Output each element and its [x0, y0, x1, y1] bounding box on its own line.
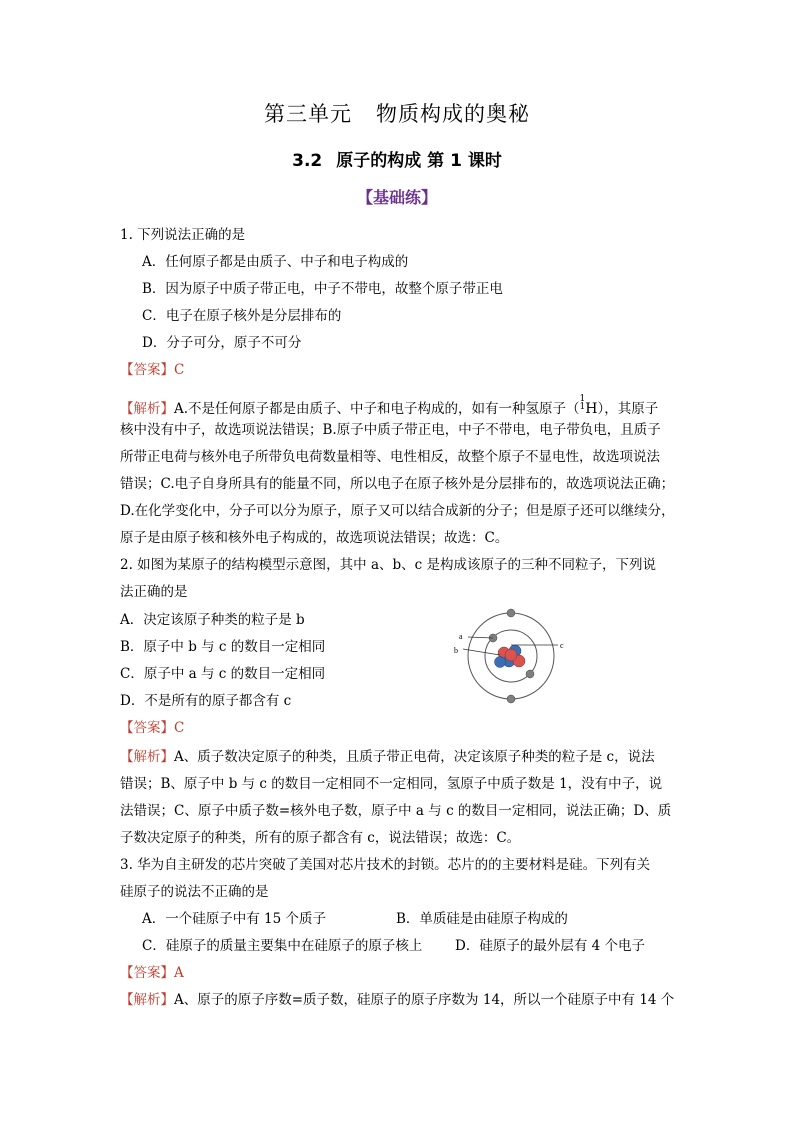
answer-value: C — [174, 720, 185, 736]
q2-explanation-line: 错误；B、原子中 b 与 c 的数目一定相同不一定相同，氢原子中质子数是 1，没有中子，说 — [120, 776, 663, 792]
q1-option-d: D．分子可分，原子不可分 — [142, 335, 302, 351]
answer-tag: 【答案】 — [120, 720, 174, 736]
explanation-text: ），其原子 — [597, 401, 659, 417]
q1-explanation-line — [120, 395, 658, 418]
q3-option-a: A．一个硅原子中有 15 个质子 — [142, 911, 327, 927]
electron — [507, 695, 515, 703]
q2-explanation-line: 子数决定原子的种类，所有的原子都含有 c，说法错误；故选：C。 — [120, 830, 521, 846]
explanation-text: A、原子的原子序数=质子数，硅原子的原子序数为 14，所以一个硅原子中有 14 个 — [174, 992, 675, 1008]
lesson-title — [0, 146, 794, 171]
answer-value: C — [174, 362, 185, 378]
explanation-text: A.不是任何原子都是由质子、中子和电子构成的，如有一种氢原子（ — [174, 401, 580, 417]
q3-stem-cont: 硅原子的说法不正确的是 — [120, 884, 269, 900]
q2-answer — [120, 719, 184, 737]
electron — [526, 670, 534, 678]
explanation-tag: 【解析】 — [120, 749, 174, 765]
label-b: b — [454, 646, 458, 655]
unit-title-name: 物质构成的奥秘 — [376, 102, 530, 126]
q3-explanation-line — [120, 991, 674, 1009]
proton — [505, 649, 517, 661]
q3-option-b: B．单质硅是由硅原子构成的 — [396, 911, 568, 927]
explanation-tag: 【解析】 — [120, 401, 174, 417]
nucleus — [495, 645, 526, 668]
q2-option-d: D．不是所有的原子都含有 c — [120, 693, 292, 709]
q1-option-c: C．电子在原子核外是分层排布的 — [142, 308, 342, 324]
q1-option-a: A．任何原子都是由质子、中子和电子构成的 — [142, 254, 409, 270]
q2-option-a: A．决定该原子种类的粒子是 b — [120, 612, 305, 628]
q2-option-c: C．原子中 a 与 c 的数目一定相同 — [120, 666, 326, 682]
electron — [507, 609, 515, 617]
label-a: a — [459, 632, 463, 641]
q1-stem: 1. 下列说法正确的是 — [120, 227, 246, 243]
q1-explanation-line: 错误；C.电子自身所具有的能量不同，所以电子在原子核外是分层排布的，故选项说法正确； — [120, 476, 675, 492]
q2-explanation-line: 法错误；C、原子中质子数=核外电子数，原子中 a 与 c 的数目一定相同，说法正确；D、质 — [120, 803, 672, 819]
atom-structure-diagram — [448, 604, 578, 708]
q2-explanation-line — [120, 748, 655, 766]
label-c: c — [560, 641, 564, 650]
q2-stem-cont: 法正确的是 — [120, 584, 188, 600]
q1-explanation-line: 核中没有中子，故选项说法错误；B.原子中质子带正电，中子不带电，电子带负电，且质子 — [120, 422, 661, 438]
unit-title — [0, 98, 794, 128]
q2-stem: 2. 如图为某原子的结构模型示意图，其中 a、b、c 是构成该原子的三种不同粒子，下列说 — [120, 557, 657, 573]
unit-title-number: 第三单元 — [264, 102, 352, 126]
section-tag: 【基础练】 — [356, 188, 437, 207]
explanation-text: A、质子数决定原子的种类，且质子带正电荷，决定该原子种类的粒子是 c，说法 — [174, 749, 655, 765]
hydrogen-isotope-symbol: 1 1 H — [579, 394, 598, 417]
q3-option-c: C．硅原子的质量主要集中在硅原子的原子核上 — [142, 938, 423, 954]
q2-option-b: B．原子中 b 与 c 的数目一定相同 — [120, 639, 326, 655]
q3-option-d: D．硅原子的最外层有 4 个电子 — [455, 938, 645, 954]
q1-explanation-line: 原子是由原子核和核外电子构成的，故选项说法错误；故选：C。 — [120, 530, 509, 546]
answer-value: A — [174, 965, 184, 981]
q3-stem: 3. 华为自主研发的芯片突破了美国对芯片技术的封锁。芯片的的主要材料是硅。下列有关 — [120, 857, 651, 873]
answer-tag: 【答案】 — [120, 362, 174, 378]
q1-explanation-line: 所带正电荷与核外电子所带负电荷数量相等、电性相反，故整个原子不显电性，故选项说法 — [120, 449, 660, 465]
q1-answer — [120, 361, 184, 379]
lesson-number: 3.2 — [292, 151, 323, 171]
answer-tag: 【答案】 — [120, 965, 174, 981]
q1-explanation-line: D.在化学变化中，分子可以分为原子，原子又可以结合成新的分子；但是原子还可以继续分， — [120, 503, 675, 519]
q1-option-b: B．因为原子中质子带正电，中子不带电，故整个原子带正电 — [142, 281, 503, 297]
explanation-tag: 【解析】 — [120, 992, 174, 1008]
lesson-name: 原子的构成 第 1 课时 — [336, 151, 502, 171]
neutron — [495, 657, 506, 668]
q3-answer — [120, 964, 184, 982]
